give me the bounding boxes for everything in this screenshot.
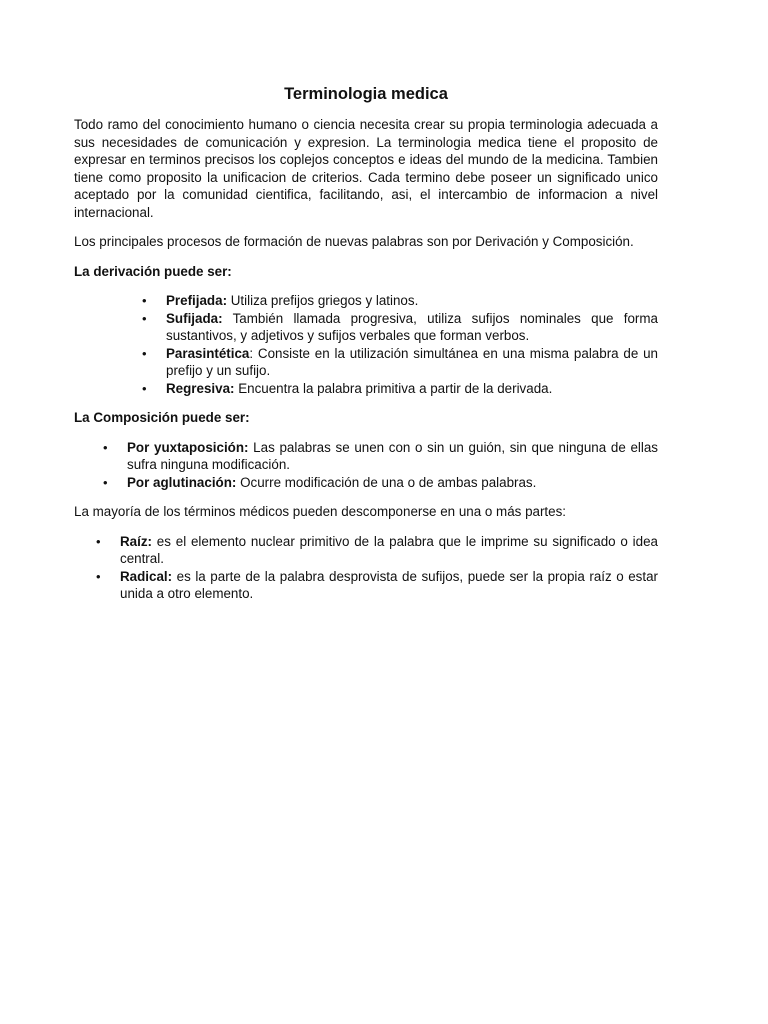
bullet-icon: • <box>103 474 108 490</box>
document-title: Terminologia medica <box>284 85 448 103</box>
processes-paragraph: Los principales procesos de formación de nuevas palabras son por Derivación y Composición. <box>74 234 634 249</box>
term-description: Ocurre modificación de una o de ambas palabras. <box>236 474 537 490</box>
list-item <box>74 345 658 380</box>
list-item <box>74 533 658 568</box>
list-item <box>74 380 658 398</box>
bullet-icon: • <box>142 293 147 308</box>
bullet-icon: • <box>103 439 108 455</box>
term-description: Encuentra la palabra primitiva a partir de la derivada. <box>234 380 553 396</box>
list-item <box>74 310 658 345</box>
derivation-list <box>74 292 658 397</box>
composition-list <box>74 439 658 492</box>
term-description: es el elemento nuclear primitivo de la palabra que le imprime su significado o idea central. <box>120 533 658 566</box>
list-item <box>74 474 658 492</box>
term-description: es la parte de la palabra desprovista de sufijos, puede ser la propia raíz o estar unida a otro elemento. <box>120 568 658 601</box>
composition-heading: La Composición puede ser: <box>74 410 250 425</box>
term-label: Por yuxtaposición: <box>127 439 249 455</box>
term-description: Las palabras se unen con o sin un guión, sin que ninguna de ellas sufra ninguna modificación. <box>127 439 658 472</box>
list-item <box>74 439 658 474</box>
bullet-icon: • <box>142 380 147 396</box>
intro-paragraph: Todo ramo del conocimiento humano o ciencia necesita crear su propia terminologia adecuada a sus necesidades de comunicación y expresion. La terminologia medica tiene el proposito de expresar en terminos precisos los coplejos conceptos e ideas del mundo de la medicina. Tambien tiene como proposito la unificacion de criterios. Cada termino debe poseer un significado unico aceptado por la comunidad cientifica, facilitando, asi, el intercambio de informacion a nivel internacional. <box>74 117 658 220</box>
term-label: Regresiva: <box>166 380 235 396</box>
parts-paragraph: La mayoría de los términos médicos pueden descomponerse en una o más partes: <box>74 504 567 519</box>
term-label: Prefijada: <box>166 293 228 308</box>
term-label: Parasintética <box>166 345 250 361</box>
bullet-icon: • <box>142 310 147 326</box>
list-item <box>74 568 658 603</box>
bullet-icon: • <box>142 345 147 361</box>
term-label: Raíz: <box>120 533 152 549</box>
derivation-heading: La derivación puede ser: <box>74 263 232 279</box>
parts-list <box>74 533 658 603</box>
term-label: Radical: <box>120 568 173 584</box>
bullet-icon: • <box>96 568 101 584</box>
document-page <box>74 84 658 615</box>
term-label: Por aglutinación: <box>127 474 237 490</box>
bullet-icon: • <box>96 533 101 549</box>
term-description: : Consiste en la utilización simultánea en una misma palabra de un prefijo y un sufijo. <box>166 345 658 378</box>
term-label: Sufijada: <box>166 310 223 326</box>
term-description: Utiliza prefijos griegos y latinos. <box>227 293 419 308</box>
list-item <box>74 292 658 310</box>
term-description: También llamada progresiva, utiliza sufijos nominales que forma sustantivos, y adjetivos y sufijos verbales que forman verbos. <box>166 310 658 343</box>
